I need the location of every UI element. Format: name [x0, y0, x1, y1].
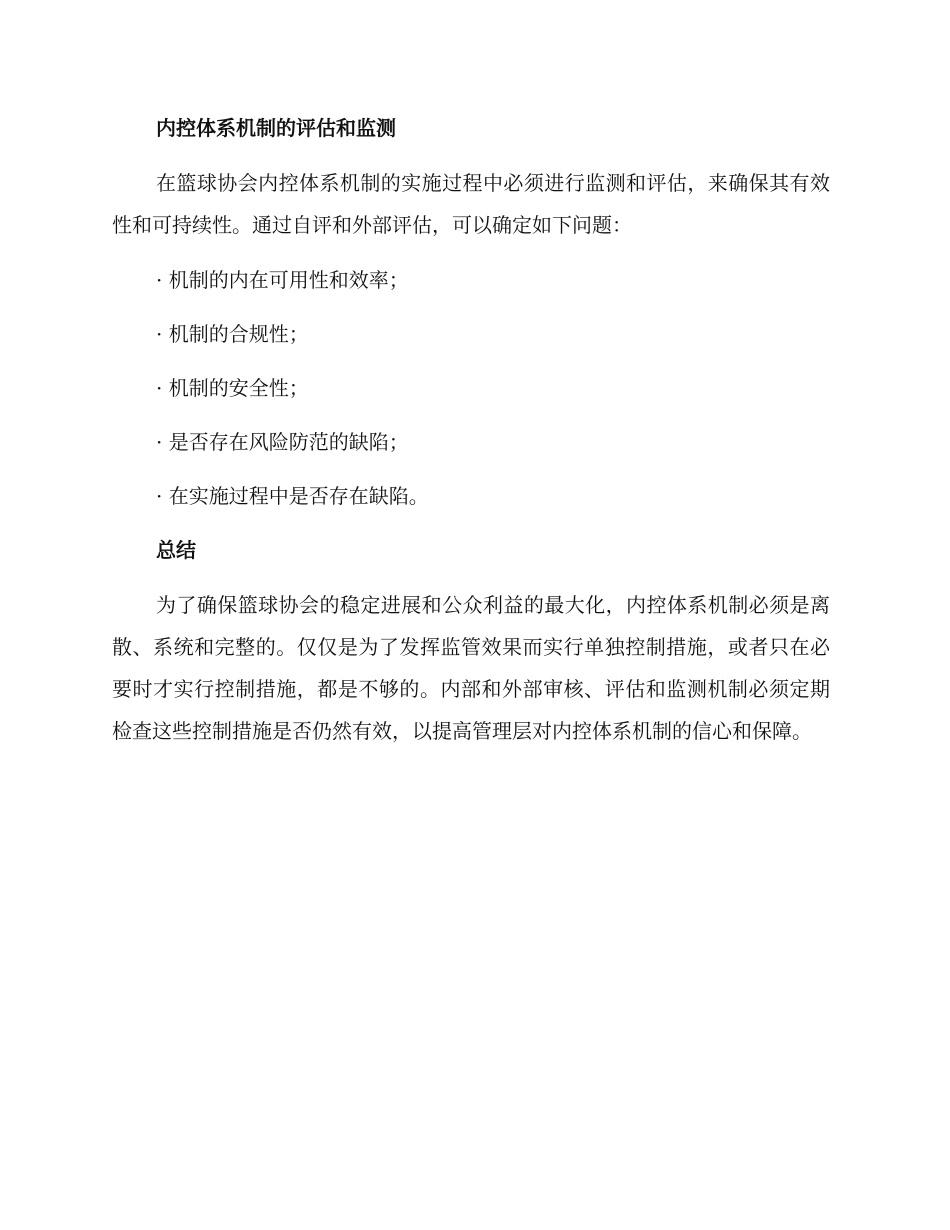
section-paragraph-evaluation: 在篮球协会内控体系机制的实施过程中必须进行监测和评估，来确保其有效性和可持续性。通过自评和外部评估，可以确定如下问题：: [112, 171, 830, 237]
section-paragraph-summary: 为了确保篮球协会的稳定进展和公众利益的最大化，内控体系机制必须是离散、系统和完整的。仅仅是为了发挥监管效果而实行单独控制措施，或者只在必要时才实行控制措施，都是不够的。内部和外部审核、评估和监测机制必须定期检查这些控制措施是否仍然有效，以提高管理层对内控体系机制的信心和保障。: [112, 593, 830, 743]
bullet-item: · 机制的合规性；: [156, 322, 309, 346]
section-heading-summary: 总结: [156, 538, 196, 562]
bullet-item: · 机制的内在可用性和效率；: [156, 268, 409, 292]
document-content: [112, 108, 830, 752]
bullet-item: · 是否存在风险防范的缺陷；: [156, 430, 409, 454]
section-heading-evaluation: 内控体系机制的评估和监测: [156, 116, 396, 140]
bullet-item: · 在实施过程中是否存在缺陷。: [156, 484, 429, 508]
bullet-item: · 机制的安全性；: [156, 376, 309, 400]
